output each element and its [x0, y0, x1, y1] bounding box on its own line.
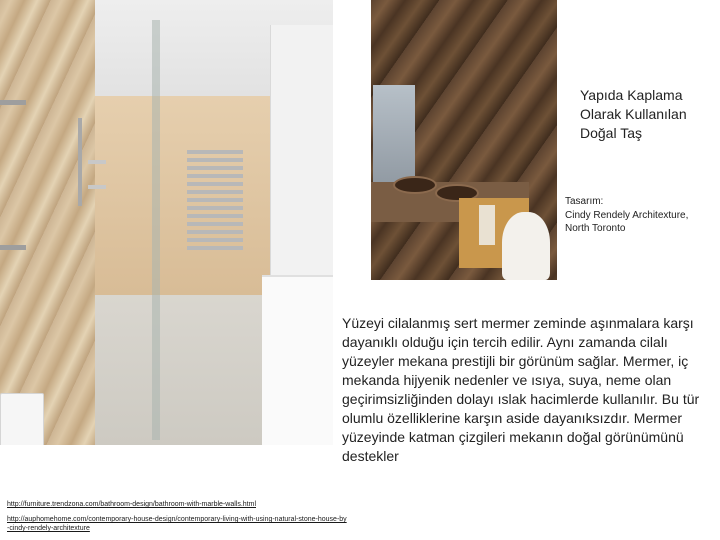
shower-bar [78, 118, 82, 206]
towel-radiator [187, 150, 243, 250]
source-link[interactable]: http://auphomehome.com/contemporary-house-design/contemporary-living-with-using-natural-stone-house-by-cindy-rendely-architexture [7, 516, 347, 532]
source-links [7, 500, 347, 539]
toilet [502, 212, 550, 280]
slide-title: Yapıda Kaplama Olarak Kullanılan Doğal Taş [580, 87, 687, 141]
source-link[interactable]: http://furniture.trendzona.com/bathroom-design/bathroom-with-marble-walls.html [7, 501, 256, 508]
design-credit: Cindy Rendely Architexture, North Toronto [565, 210, 689, 234]
cabinet-wall [270, 25, 333, 280]
body-paragraph: Yüzeyi cilalanmış sert mermer zeminde aşınmalara karşı dayanıklı olduğu için tercih edilir. Aynı zamanda cilalı yüzeyler mekana prestijli bir görünüm sağlar. Mermer, iç mekanda hijyenik nedenler ve ısıya, suya, neme olan geçirimsizliğinden dolayı ıslak hacimlerde kullanılır. Bu tür olumlu özelliklerine karşın aside dayanıksızdır. Mermer yüzeyinde katman çizgileri mekanın doğal görünümünü destekler [342, 315, 700, 464]
dark-marble-bathroom-photo [371, 0, 557, 280]
bathtub [262, 275, 333, 445]
design-label: Tasarım: [565, 196, 604, 207]
back-wall [95, 96, 270, 296]
towel-bar [0, 100, 26, 105]
shower-shelf [88, 160, 106, 164]
towel-bar [0, 245, 26, 250]
glass-partition [152, 20, 160, 440]
bathroom-marble-walls-photo [0, 0, 333, 445]
sink [0, 393, 44, 445]
toilet-paper-niche [479, 205, 495, 245]
marble-wall [0, 0, 95, 445]
basin [393, 176, 437, 194]
shower-shelf [88, 185, 106, 189]
